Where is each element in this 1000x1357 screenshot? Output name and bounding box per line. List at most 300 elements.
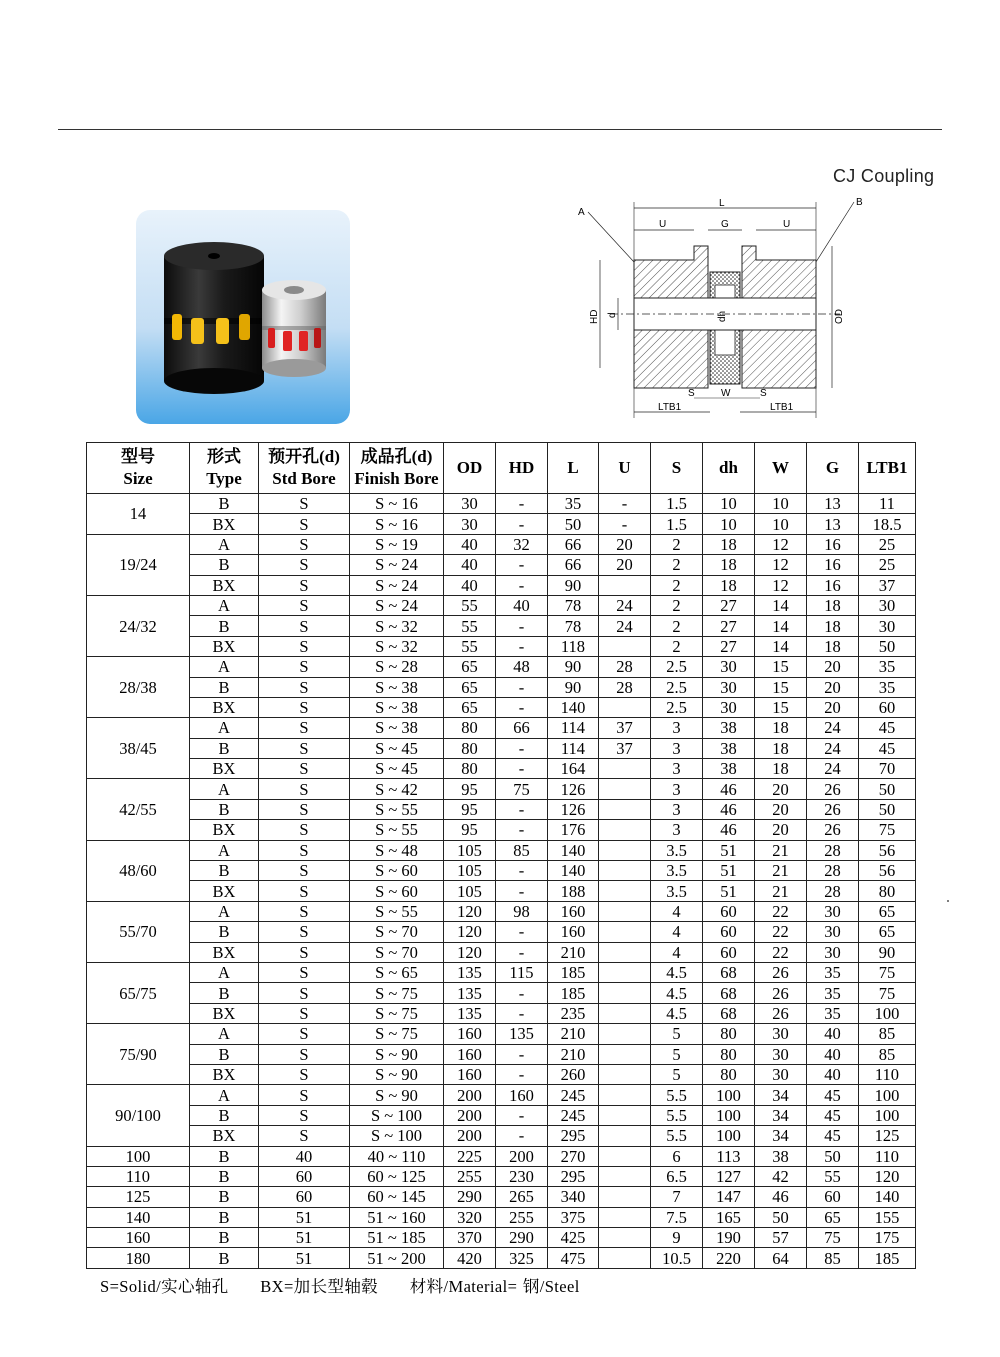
table-cell: B xyxy=(190,677,259,697)
size-cell: 42/55 xyxy=(87,779,190,840)
table-cell: 30 xyxy=(755,1044,807,1064)
header-label: U xyxy=(618,458,631,477)
table-cell: S xyxy=(259,575,350,595)
table-cell: 28 xyxy=(599,677,651,697)
table-cell: - xyxy=(599,514,651,534)
table-cell: 18.5 xyxy=(859,514,916,534)
table-cell: 2 xyxy=(651,534,703,554)
table-cell: 75 xyxy=(859,962,916,982)
table-cell: 18 xyxy=(807,636,859,656)
table-row xyxy=(87,922,916,942)
table-cell: 65 xyxy=(807,1207,859,1227)
aluminium-coupling xyxy=(262,280,326,377)
table-cell: S ~ 70 xyxy=(350,922,444,942)
table-cell: 85 xyxy=(859,1024,916,1044)
label-LTB1-left: LTB1 xyxy=(658,402,682,413)
table-cell: 21 xyxy=(755,881,807,901)
table-row xyxy=(87,1166,916,1186)
table-cell: 16 xyxy=(807,555,859,575)
table-cell: 80 xyxy=(703,1044,755,1064)
table-cell: S ~ 90 xyxy=(350,1085,444,1105)
table-cell: 68 xyxy=(703,983,755,1003)
table-cell: 90 xyxy=(859,942,916,962)
table-cell: S xyxy=(259,636,350,656)
table-cell: S xyxy=(259,514,350,534)
table-cell: 35 xyxy=(859,677,916,697)
table-cell: S xyxy=(259,1126,350,1146)
table-cell: S xyxy=(259,1105,350,1125)
table-header xyxy=(87,443,916,494)
table-cell: 65 xyxy=(444,657,496,677)
table-cell: 10 xyxy=(755,494,807,514)
table-row xyxy=(87,575,916,595)
table-row xyxy=(87,534,916,554)
header-cell xyxy=(807,443,859,494)
table-cell: 40 xyxy=(807,1044,859,1064)
table-cell: 5.5 xyxy=(651,1105,703,1125)
table-cell: 50 xyxy=(859,636,916,656)
table-cell: 200 xyxy=(444,1085,496,1105)
header-label: dh xyxy=(719,458,738,477)
size-cell: 55/70 xyxy=(87,901,190,962)
table-cell: 135 xyxy=(444,1003,496,1023)
table-cell: S ~ 100 xyxy=(350,1126,444,1146)
table-cell: - xyxy=(496,861,548,881)
table-cell: 51 xyxy=(703,840,755,860)
table-cell: 2.5 xyxy=(651,677,703,697)
table-cell: S ~ 75 xyxy=(350,983,444,1003)
table-row xyxy=(87,881,916,901)
label-U-left: U xyxy=(659,219,667,230)
table-cell: 100 xyxy=(859,1085,916,1105)
table-cell: 115 xyxy=(496,962,548,982)
table-cell: 40 ~ 110 xyxy=(350,1146,444,1166)
table-cell: - xyxy=(599,494,651,514)
table-cell: A xyxy=(190,962,259,982)
table-cell: 55 xyxy=(444,636,496,656)
table-cell: 140 xyxy=(548,840,599,860)
table-row xyxy=(87,1187,916,1207)
table-cell: S ~ 100 xyxy=(350,1105,444,1125)
table-cell: - xyxy=(496,555,548,575)
table-cell xyxy=(599,901,651,921)
table-cell: 26 xyxy=(807,820,859,840)
table-cell: 80 xyxy=(703,1024,755,1044)
table-cell: BX xyxy=(190,759,259,779)
table-cell: 10 xyxy=(755,514,807,534)
table-cell: 30 xyxy=(807,922,859,942)
table-cell: 5.5 xyxy=(651,1126,703,1146)
table-cell: S ~ 19 xyxy=(350,534,444,554)
table-cell: 270 xyxy=(548,1146,599,1166)
table-cell: 20 xyxy=(807,657,859,677)
header-cell xyxy=(548,443,599,494)
table-cell: 75 xyxy=(859,820,916,840)
table-cell: 15 xyxy=(755,677,807,697)
table-cell xyxy=(599,1003,651,1023)
table-cell: 14 xyxy=(755,595,807,615)
table-cell: - xyxy=(496,759,548,779)
header-label: W xyxy=(772,458,789,477)
table-row xyxy=(87,514,916,534)
table-cell: 30 xyxy=(755,1024,807,1044)
table-cell: S ~ 60 xyxy=(350,861,444,881)
table-row xyxy=(87,901,916,921)
table-cell: 185 xyxy=(859,1248,916,1268)
table-cell: 40 xyxy=(807,1064,859,1084)
table-cell: 38 xyxy=(703,759,755,779)
header-label: S xyxy=(671,458,682,477)
table-cell: 3.5 xyxy=(651,861,703,881)
table-cell: 57 xyxy=(755,1228,807,1248)
table-cell: A xyxy=(190,657,259,677)
table-cell: 235 xyxy=(548,1003,599,1023)
table-cell: 60 xyxy=(703,901,755,921)
table-cell: 114 xyxy=(548,718,599,738)
table-row xyxy=(87,677,916,697)
table-cell: 27 xyxy=(703,616,755,636)
table-cell: 2 xyxy=(651,575,703,595)
table-row xyxy=(87,1105,916,1125)
table-cell: 56 xyxy=(859,840,916,860)
table-cell: 30 xyxy=(807,901,859,921)
table-row xyxy=(87,697,916,717)
table-cell: 38 xyxy=(755,1146,807,1166)
table-cell xyxy=(599,1228,651,1248)
table-cell: 120 xyxy=(444,922,496,942)
table-cell: 85 xyxy=(807,1248,859,1268)
size-cell: 110 xyxy=(87,1166,190,1186)
table-cell: 51 ~ 160 xyxy=(350,1207,444,1227)
table-cell: 30 xyxy=(703,657,755,677)
table-cell: - xyxy=(496,616,548,636)
table-cell: 46 xyxy=(755,1187,807,1207)
table-row xyxy=(87,636,916,656)
table-cell: S xyxy=(259,881,350,901)
table-cell: 28 xyxy=(807,861,859,881)
table-cell: 420 xyxy=(444,1248,496,1268)
table-cell: S xyxy=(259,759,350,779)
table-cell: S ~ 38 xyxy=(350,677,444,697)
table-cell: 46 xyxy=(703,799,755,819)
table-cell: S ~ 24 xyxy=(350,575,444,595)
table-cell: 60 xyxy=(703,922,755,942)
header-cell xyxy=(259,443,350,494)
table-cell: 140 xyxy=(548,697,599,717)
table-cell: 425 xyxy=(548,1228,599,1248)
table-cell: 42 xyxy=(755,1166,807,1186)
header-cell xyxy=(87,443,190,494)
table-cell: 260 xyxy=(548,1064,599,1084)
table-cell: 24 xyxy=(599,595,651,615)
table-cell: 140 xyxy=(859,1187,916,1207)
table-cell: 12 xyxy=(755,534,807,554)
table-cell: 3 xyxy=(651,759,703,779)
table-cell: A xyxy=(190,1024,259,1044)
table-cell: 210 xyxy=(548,942,599,962)
table-cell: 13 xyxy=(807,494,859,514)
table-cell: 98 xyxy=(496,901,548,921)
table-cell: 65 xyxy=(444,677,496,697)
table-cell: 60 xyxy=(259,1166,350,1186)
table-cell: 100 xyxy=(703,1105,755,1125)
table-cell: 18 xyxy=(703,534,755,554)
table-cell: 100 xyxy=(703,1085,755,1105)
table-cell: 20 xyxy=(599,555,651,575)
table-cell: 51 xyxy=(703,881,755,901)
table-cell: 2.5 xyxy=(651,657,703,677)
table-cell: 18 xyxy=(755,759,807,779)
table-row xyxy=(87,820,916,840)
table-cell: 255 xyxy=(444,1166,496,1186)
table-cell: 3 xyxy=(651,779,703,799)
label-HD: HD xyxy=(589,309,600,324)
table-cell: 26 xyxy=(755,1003,807,1023)
table-cell xyxy=(599,1105,651,1125)
table-cell: 25 xyxy=(859,534,916,554)
table-cell: 38 xyxy=(703,738,755,758)
table-cell: 51 xyxy=(703,861,755,881)
table-cell: 75 xyxy=(496,779,548,799)
table-cell: 18 xyxy=(703,575,755,595)
table-cell: S ~ 32 xyxy=(350,616,444,636)
table-cell: 46 xyxy=(703,779,755,799)
table-cell: A xyxy=(190,779,259,799)
size-cell: 65/75 xyxy=(87,962,190,1023)
size-cell: 19/24 xyxy=(87,534,190,595)
table-cell: 80 xyxy=(444,759,496,779)
size-cell: 28/38 xyxy=(87,657,190,718)
table-cell: 37 xyxy=(859,575,916,595)
table-cell: 12 xyxy=(755,555,807,575)
table-cell: S ~ 42 xyxy=(350,779,444,799)
header-label: L xyxy=(567,458,579,477)
table-cell: S xyxy=(259,1024,350,1044)
table-cell: 48 xyxy=(496,657,548,677)
table-cell: 35 xyxy=(807,962,859,982)
table-cell: 26 xyxy=(755,962,807,982)
table-cell: S ~ 55 xyxy=(350,799,444,819)
table-cell: 225 xyxy=(444,1146,496,1166)
table-cell: - xyxy=(496,575,548,595)
table-cell: 60 ~ 125 xyxy=(350,1166,444,1186)
header-label: 成品孔(d) xyxy=(360,447,433,466)
table-cell: - xyxy=(496,697,548,717)
table-cell: 90 xyxy=(548,677,599,697)
table-cell: S ~ 75 xyxy=(350,1024,444,1044)
table-cell: A xyxy=(190,1085,259,1105)
table-cell xyxy=(599,697,651,717)
header-cell xyxy=(350,443,444,494)
table-cell: B xyxy=(190,616,259,636)
table-cell: 2 xyxy=(651,636,703,656)
table-row xyxy=(87,1207,916,1227)
table-cell: 45 xyxy=(859,738,916,758)
label-LTB1-right: LTB1 xyxy=(770,402,794,413)
table-cell: 325 xyxy=(496,1248,548,1268)
table-cell: 60 xyxy=(259,1187,350,1207)
table-cell: 35 xyxy=(859,657,916,677)
top-rule xyxy=(58,129,942,130)
table-cell: S xyxy=(259,718,350,738)
table-cell: B xyxy=(190,1105,259,1125)
table-cell: - xyxy=(496,942,548,962)
table-cell: 28 xyxy=(807,840,859,860)
table-cell: 5 xyxy=(651,1064,703,1084)
table-cell: S ~ 90 xyxy=(350,1064,444,1084)
table-cell: 147 xyxy=(703,1187,755,1207)
table-cell: 16 xyxy=(807,575,859,595)
table-cell: 175 xyxy=(859,1228,916,1248)
table-cell: A xyxy=(190,595,259,615)
table-cell: 65 xyxy=(859,922,916,942)
table-cell: 32 xyxy=(496,534,548,554)
table-row xyxy=(87,1024,916,1044)
table-cell: S xyxy=(259,779,350,799)
table-cell: 55 xyxy=(807,1166,859,1186)
table-cell: 34 xyxy=(755,1126,807,1146)
table-row xyxy=(87,1228,916,1248)
table-cell: S xyxy=(259,962,350,982)
table-cell: 245 xyxy=(548,1105,599,1125)
table-cell: - xyxy=(496,820,548,840)
table-cell: S xyxy=(259,494,350,514)
table-cell: - xyxy=(496,983,548,1003)
table-cell: 68 xyxy=(703,1003,755,1023)
table-cell: 135 xyxy=(496,1024,548,1044)
table-cell: 78 xyxy=(548,616,599,636)
header-cell xyxy=(859,443,916,494)
table-cell: BX xyxy=(190,881,259,901)
table-cell: 60 xyxy=(703,942,755,962)
table-cell: 70 xyxy=(859,759,916,779)
table-cell: 135 xyxy=(444,983,496,1003)
table-row xyxy=(87,861,916,881)
table-cell xyxy=(599,636,651,656)
table-cell: 12 xyxy=(755,575,807,595)
header-label: LTB1 xyxy=(866,458,908,477)
table-cell: S ~ 16 xyxy=(350,494,444,514)
table-cell: 40 xyxy=(807,1024,859,1044)
label-U-right: U xyxy=(783,219,791,230)
table-row xyxy=(87,1085,916,1105)
table-cell: 120 xyxy=(859,1166,916,1186)
table-cell: S ~ 90 xyxy=(350,1044,444,1064)
header-label: HD xyxy=(508,458,535,477)
table-cell: 40 xyxy=(444,534,496,554)
table-cell: S xyxy=(259,677,350,697)
table-cell xyxy=(599,942,651,962)
table-cell: S ~ 16 xyxy=(350,514,444,534)
table-cell: S xyxy=(259,616,350,636)
table-cell: 126 xyxy=(548,779,599,799)
table-cell: 28 xyxy=(599,657,651,677)
footnote-bx: BX=加长型轴毂 xyxy=(260,1277,379,1296)
table-cell: 118 xyxy=(548,636,599,656)
table-cell: 100 xyxy=(703,1126,755,1146)
table-cell: 60 ~ 145 xyxy=(350,1187,444,1207)
table-cell: 20 xyxy=(807,677,859,697)
table-cell: 35 xyxy=(548,494,599,514)
table-cell: 10.5 xyxy=(651,1248,703,1268)
table-cell: 20 xyxy=(599,534,651,554)
label-S-left: S xyxy=(688,388,695,399)
header-cell xyxy=(599,443,651,494)
table-cell: 28 xyxy=(807,881,859,901)
table-cell: 55 xyxy=(444,595,496,615)
table-cell: 120 xyxy=(444,942,496,962)
table-cell: S xyxy=(259,820,350,840)
size-cell: 90/100 xyxy=(87,1085,190,1146)
table-cell xyxy=(599,1166,651,1186)
table-cell: 80 xyxy=(859,881,916,901)
table-cell: 27 xyxy=(703,595,755,615)
table-cell xyxy=(599,779,651,799)
table-cell: 51 xyxy=(259,1207,350,1227)
table-cell: BX xyxy=(190,697,259,717)
table-cell: 40 xyxy=(444,575,496,595)
table-cell: - xyxy=(496,1064,548,1084)
table-cell: 51 xyxy=(259,1228,350,1248)
table-cell: 66 xyxy=(496,718,548,738)
table-cell: 30 xyxy=(859,616,916,636)
table-cell: 160 xyxy=(548,922,599,942)
table-cell: 120 xyxy=(444,901,496,921)
table-cell: 65 xyxy=(444,697,496,717)
table-cell: 5 xyxy=(651,1044,703,1064)
table-cell: BX xyxy=(190,820,259,840)
table-cell: 5 xyxy=(651,1024,703,1044)
table-cell: 40 xyxy=(259,1146,350,1166)
table-cell: S xyxy=(259,697,350,717)
table-cell xyxy=(599,922,651,942)
table-cell: 113 xyxy=(703,1146,755,1166)
table-cell: 20 xyxy=(755,799,807,819)
table-cell: 210 xyxy=(548,1044,599,1064)
table-cell: 370 xyxy=(444,1228,496,1248)
table-cell: 34 xyxy=(755,1105,807,1125)
table-row xyxy=(87,1064,916,1084)
label-L: L xyxy=(719,198,725,209)
table-cell: 165 xyxy=(703,1207,755,1227)
table-row xyxy=(87,1146,916,1166)
table-cell xyxy=(599,840,651,860)
table-cell: 3 xyxy=(651,799,703,819)
table-cell: 90 xyxy=(548,657,599,677)
table-cell: 100 xyxy=(859,1003,916,1023)
table-row xyxy=(87,718,916,738)
table-cell: 3 xyxy=(651,820,703,840)
table-cell: 45 xyxy=(807,1126,859,1146)
table-cell: S ~ 32 xyxy=(350,636,444,656)
table-cell: - xyxy=(496,799,548,819)
table-cell: 18 xyxy=(755,718,807,738)
table-row xyxy=(87,779,916,799)
table-cell: - xyxy=(496,1003,548,1023)
table-cell: 18 xyxy=(703,555,755,575)
table-row xyxy=(87,738,916,758)
table-cell: S ~ 55 xyxy=(350,820,444,840)
table-cell: BX xyxy=(190,1064,259,1084)
table-cell: 75 xyxy=(859,983,916,1003)
table-cell: 35 xyxy=(807,1003,859,1023)
table-cell: 105 xyxy=(444,881,496,901)
product-photo xyxy=(136,210,350,424)
size-cell: 100 xyxy=(87,1146,190,1166)
table-cell: 15 xyxy=(755,657,807,677)
table-cell: 105 xyxy=(444,861,496,881)
table-cell: 127 xyxy=(703,1166,755,1186)
